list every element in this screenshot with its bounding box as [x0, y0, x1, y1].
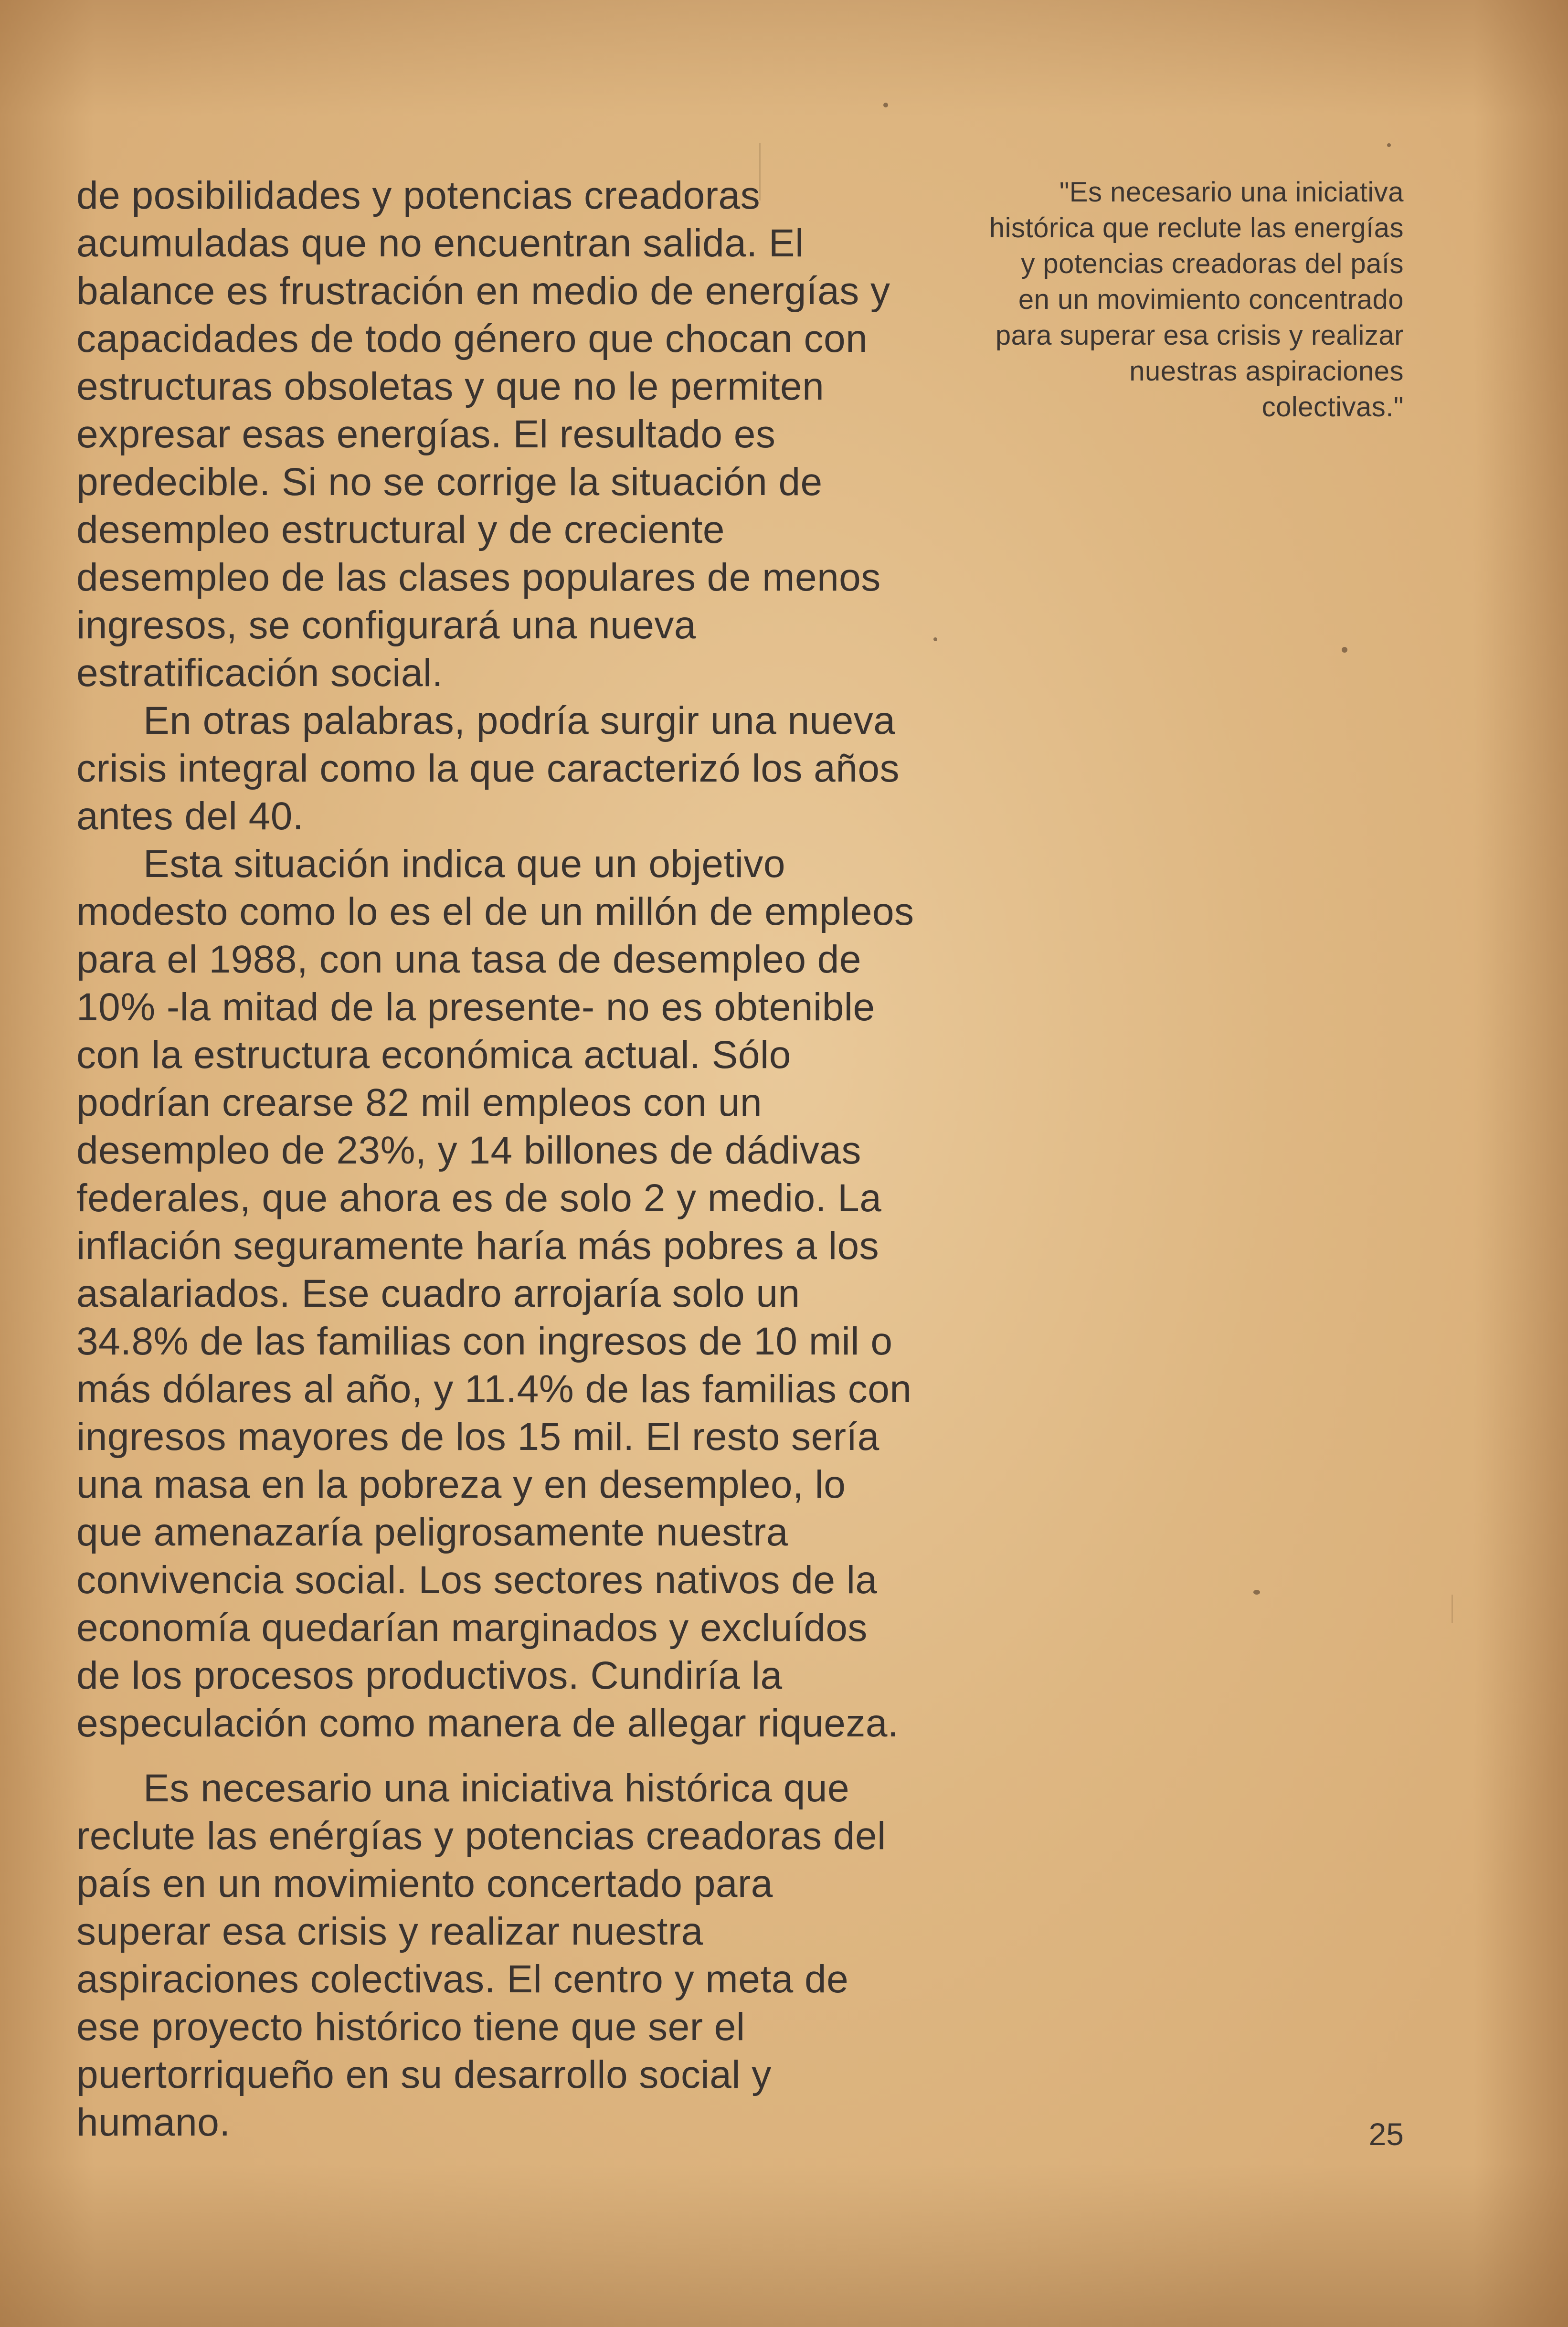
paragraph-4: Es necesario una iniciativa histórica que reclute las enérgías y potencias creadoras del país en un movimiento concertado para superar esa crisis y realizar nuestra aspiraciones colectivas. El centro y meta de ese proyecto histórico tiene que ser el puertorriqueño en su desarrollo social y humano. — [76, 1766, 886, 2144]
paragraph-3: Esta situación indica que un objetivo modesto como lo es el de un millón de empleos para el 1988, con una tasa de desempleo de 10% -la mitad de la presente- no es obtenible con la estructura económica actual. Sólo podrían crearse 82 mil empleos con un desempleo de 23%, y 14 billones de dádivas federales, que ahora es de solo 2 y medio. La inflación seguramente haría más pobres a los asalariados. Ese cuadro arrojaría solo un 34.8% de las familias con ingresos de 10 mil o más dólares al año, y 11.4% de las familias con ingresos mayores de los 15 mil. El resto sería una masa en la pobreza y en desempleo, lo que amenazaría peligrosamente nuestra convivencia social. Los sectores nativos de la economía quedarían marginados y excluídos de los procesos productivos. Cundiría la especulación como manera de allegar riqueza. — [76, 842, 914, 1745]
main-text-column — [76, 172, 917, 2147]
paper-speck — [933, 637, 937, 641]
paper-speck — [1253, 1590, 1260, 1595]
paragraph-1: de posibilidades y potencias creadoras acumuladas que no encuentran salida. El balance es frustración en medio de energías y capacidades de todo género que chocan con estructuras obsoletas y que no le permiten expresar esas energías. El resultado es predecible. Si no se corrige la situación de desempleo estructural y de creciente desempleo de las clases populares de menos ingresos, se configurará una nueva estratificación social. — [76, 174, 890, 695]
paper-speck — [883, 103, 888, 107]
paragraph-2: En otras palabras, podría surgir una nueva crisis integral como la que caracterizó los años antes del 40. — [76, 699, 900, 838]
pull-quote: "Es necesario una iniciativa histórica que reclute las energías y potencias creadoras del país en un movimiento concentrado para superar esa crisis y realizar nuestras aspiraciones colectivas." — [989, 177, 1404, 423]
paper-speck — [1387, 143, 1391, 147]
paper-crease — [759, 143, 761, 201]
paper-speck — [1342, 647, 1347, 653]
paper-crease — [1451, 1595, 1453, 1623]
page-number: 25 — [1368, 2116, 1404, 2152]
